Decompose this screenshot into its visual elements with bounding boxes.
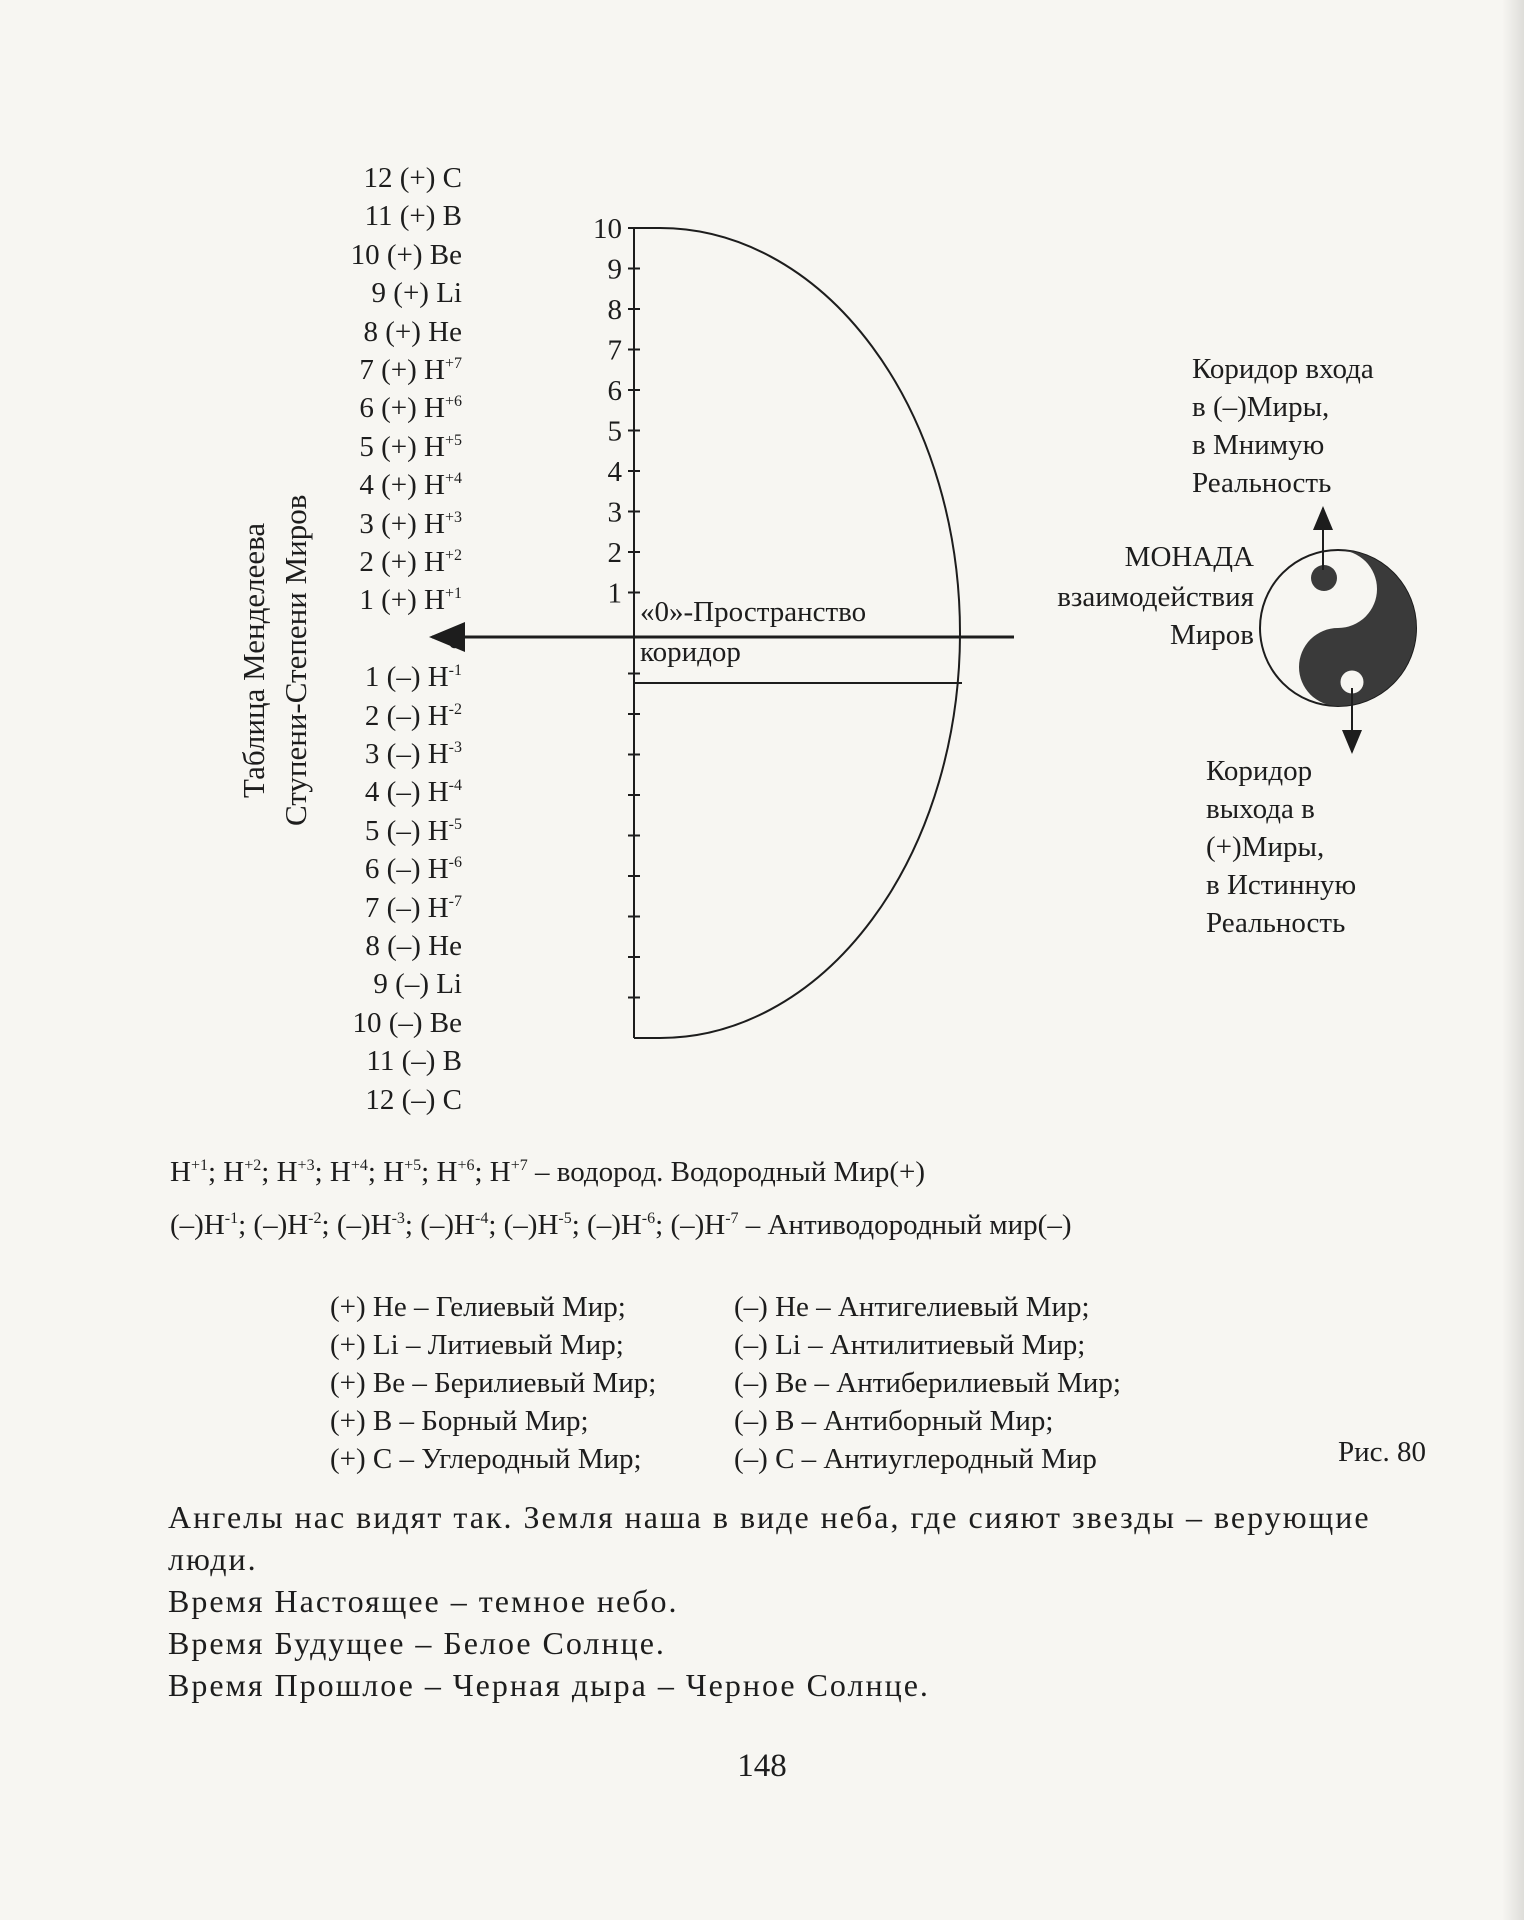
world-level-sup: -2 <box>448 700 462 718</box>
world-level-sup: -6 <box>448 854 462 872</box>
plus-world-item: (+) B – Борный Мир; <box>330 1405 589 1437</box>
world-level-sup: +4 <box>444 470 462 488</box>
world-level-text: 6 (–) H <box>364 853 449 886</box>
body-text <box>168 1496 1448 1706</box>
world-level-text: 5 (+) H <box>359 430 445 463</box>
world-level-text: 11 (+) B <box>364 200 462 233</box>
vertical-label-world-degrees: Ступени-Степени Миров <box>278 494 313 826</box>
world-level-text: 9 (+) Li <box>371 277 462 310</box>
scale-number: 8 <box>607 294 622 326</box>
formula-term: H <box>489 1156 511 1188</box>
formula-term: (–)H <box>587 1209 642 1241</box>
formula-sup: -6 <box>641 1210 656 1227</box>
formula-sup: +5 <box>404 1157 422 1174</box>
formula-term: H <box>329 1156 351 1188</box>
vertical-label-mendeleev: Таблица Менделеева <box>236 522 271 798</box>
world-level-sup: +6 <box>444 393 462 411</box>
hemisphere-arc <box>660 228 960 1038</box>
world-level-sup: -1 <box>448 662 462 680</box>
scale-numbers <box>593 213 623 610</box>
formula-term: (–)H <box>170 1209 225 1241</box>
world-level-text: 2 (+) H <box>359 546 445 578</box>
formula-sup: +4 <box>350 1157 368 1174</box>
world-level-text: 1 (+) H <box>359 584 445 617</box>
yin-yang-monad-icon <box>1260 550 1416 706</box>
formula-term: (–)H <box>336 1209 392 1241</box>
corridor-label: коридор <box>640 636 741 668</box>
formula-term: H <box>223 1156 245 1188</box>
formula-term: H <box>170 1156 191 1188</box>
world-level-text: 7 (–) H <box>364 891 449 924</box>
body-paragraph: Время Настоящее – темное небо. <box>168 1583 679 1619</box>
world-level-text: 7 (+) H <box>359 354 445 386</box>
world-level-text: 12 (+) C <box>363 162 462 194</box>
scale-number: 5 <box>607 415 622 448</box>
world-level-text: 11 (–) B <box>366 1045 462 1078</box>
world-level-sup: +2 <box>444 547 462 564</box>
zero-space-label: «0»-Пространство <box>640 596 867 628</box>
scale-number: 4 <box>607 456 622 488</box>
monad-title: МОНАДА <box>1124 541 1254 573</box>
plus-world-item: (+) C – Углеродный Мир; <box>330 1443 642 1475</box>
scale-number: 6 <box>607 375 622 407</box>
scale-number: 9 <box>607 253 622 286</box>
formula-sup: +2 <box>244 1157 262 1174</box>
minus-world-item: (–) He – Антигелиевый Мир; <box>734 1291 1090 1323</box>
formula-term: (–)H <box>420 1209 475 1241</box>
plus-worlds-list <box>330 1288 656 1478</box>
scale-number: 1 <box>607 577 622 610</box>
formula-sup: -3 <box>391 1210 405 1227</box>
hydrogen-minus-formula: $(-)H^{-1}$; $(-)H^{-2}$; $(-)H^{-3}$; $(-)H^{-4}$; $(-)H^{-5}$; $(-)H^{-6}$; $(-)H^{-7}$ – Антиводородный мир(–) <box>170 1209 1072 1241</box>
world-level-text: 1 (–) H <box>364 661 449 694</box>
world-level-sup: +1 <box>444 585 462 603</box>
scale-number: 2 <box>607 537 622 569</box>
formula-term: H <box>383 1156 405 1188</box>
formula-term: (–)H <box>503 1209 559 1241</box>
hydrogen-plus-formula: $H^{+1}$; $H^{+2}$; $H^{+3}$; $H^{+4}$; $H^{+5}$; $H^{+6}$; $H^{+7}$ – водород. Водородный Мир(+) <box>170 1156 926 1188</box>
minus-worlds-list <box>734 1288 1121 1478</box>
world-level-text: 3 (–) H <box>364 738 449 770</box>
world-level-sup: +5 <box>444 431 462 449</box>
scale-number: 3 <box>607 496 622 529</box>
formula-sup: +6 <box>457 1157 475 1174</box>
world-level-text: 9 (–) Li <box>373 968 462 1001</box>
world-level-text: 2 (–) H <box>364 699 449 732</box>
world-level-text: 4 (+) H <box>359 469 445 502</box>
world-level-text: 3 (+) H <box>359 507 445 540</box>
formula-sup: -1 <box>224 1210 239 1227</box>
body-paragraph: Время Прошлое – Черная дыра – Черное Солнце. <box>168 1667 930 1703</box>
page-number: 148 <box>737 1748 787 1784</box>
formula-sup: -5 <box>558 1210 572 1227</box>
world-level-sup: -5 <box>448 815 462 833</box>
world-level-sup: +3 <box>444 508 462 526</box>
scale-number: 7 <box>607 334 622 367</box>
formula-sup: -2 <box>308 1210 322 1227</box>
minus-world-item: (–) Li – Антилитиевый Мир; <box>734 1329 1086 1361</box>
body-paragraph: Ангелы нас видят так. Земля наша в виде неба, где сияют звезды – верующие люди. <box>168 1499 1371 1577</box>
body-paragraph: Время Будущее – Белое Солнце. <box>168 1625 666 1661</box>
world-level-text: 6 (+) H <box>359 392 445 425</box>
world-level-text: 8 (+) He <box>363 315 462 348</box>
formula-sup: -7 <box>725 1210 739 1227</box>
formula-term: (–)H <box>253 1209 309 1241</box>
entry-corridor-label: Коридор входа в (–)Миры, в Мнимую Реальность <box>1192 353 1374 499</box>
minus-world-item: (–) C – Антиуглеродный Мир <box>734 1443 1097 1475</box>
world-level-text: 12 (–) C <box>365 1083 462 1116</box>
formula-sup: +3 <box>297 1157 315 1174</box>
world-level-text: 10 (+) Be <box>350 238 462 271</box>
plus-world-item: (+) Be – Берилиевый Мир; <box>330 1367 657 1399</box>
world-level-text: 5 (–) H <box>364 814 449 847</box>
world-level-text: 0 <box>447 622 462 655</box>
plus-world-item: (+) Li – Литиевый Мир; <box>330 1329 624 1361</box>
minus-world-item: (–) Be – Антиберилиевый Мир; <box>734 1367 1121 1399</box>
exit-corridor-label: Коридор выхода в (+)Миры, в Истинную Реальность <box>1206 755 1357 939</box>
formula-sup: -4 <box>474 1210 489 1227</box>
world-level-text: 10 (–) Be <box>352 1006 462 1039</box>
world-level-sup: -7 <box>448 892 462 910</box>
plus-world-item: (+) He – Гелиевый Мир; <box>330 1291 626 1323</box>
world-level-text: 4 (–) H <box>364 776 449 809</box>
figure-caption: Рис. 80 <box>1338 1436 1427 1468</box>
formula-term: H <box>276 1156 298 1188</box>
formula-term: H <box>436 1156 458 1188</box>
scale-number: 10 <box>593 213 622 245</box>
world-level-sup: -3 <box>448 739 462 756</box>
formula-sup: +7 <box>510 1157 528 1174</box>
formula-sup: +1 <box>190 1157 208 1174</box>
monad-subtitle: взаимодействия Миров <box>1057 581 1254 651</box>
formula-term: (–)H <box>670 1209 726 1241</box>
formula-suffix: – водород. Водородный Мир(+) <box>527 1156 926 1188</box>
minus-world-item: (–) B – Антиборный Мир; <box>734 1405 1054 1437</box>
world-level-text: 8 (–) He <box>365 930 462 962</box>
world-level-sup: +7 <box>444 355 462 372</box>
formula-suffix: – Антиводородный мир(–) <box>738 1209 1072 1241</box>
world-level-sup: -4 <box>448 777 462 795</box>
